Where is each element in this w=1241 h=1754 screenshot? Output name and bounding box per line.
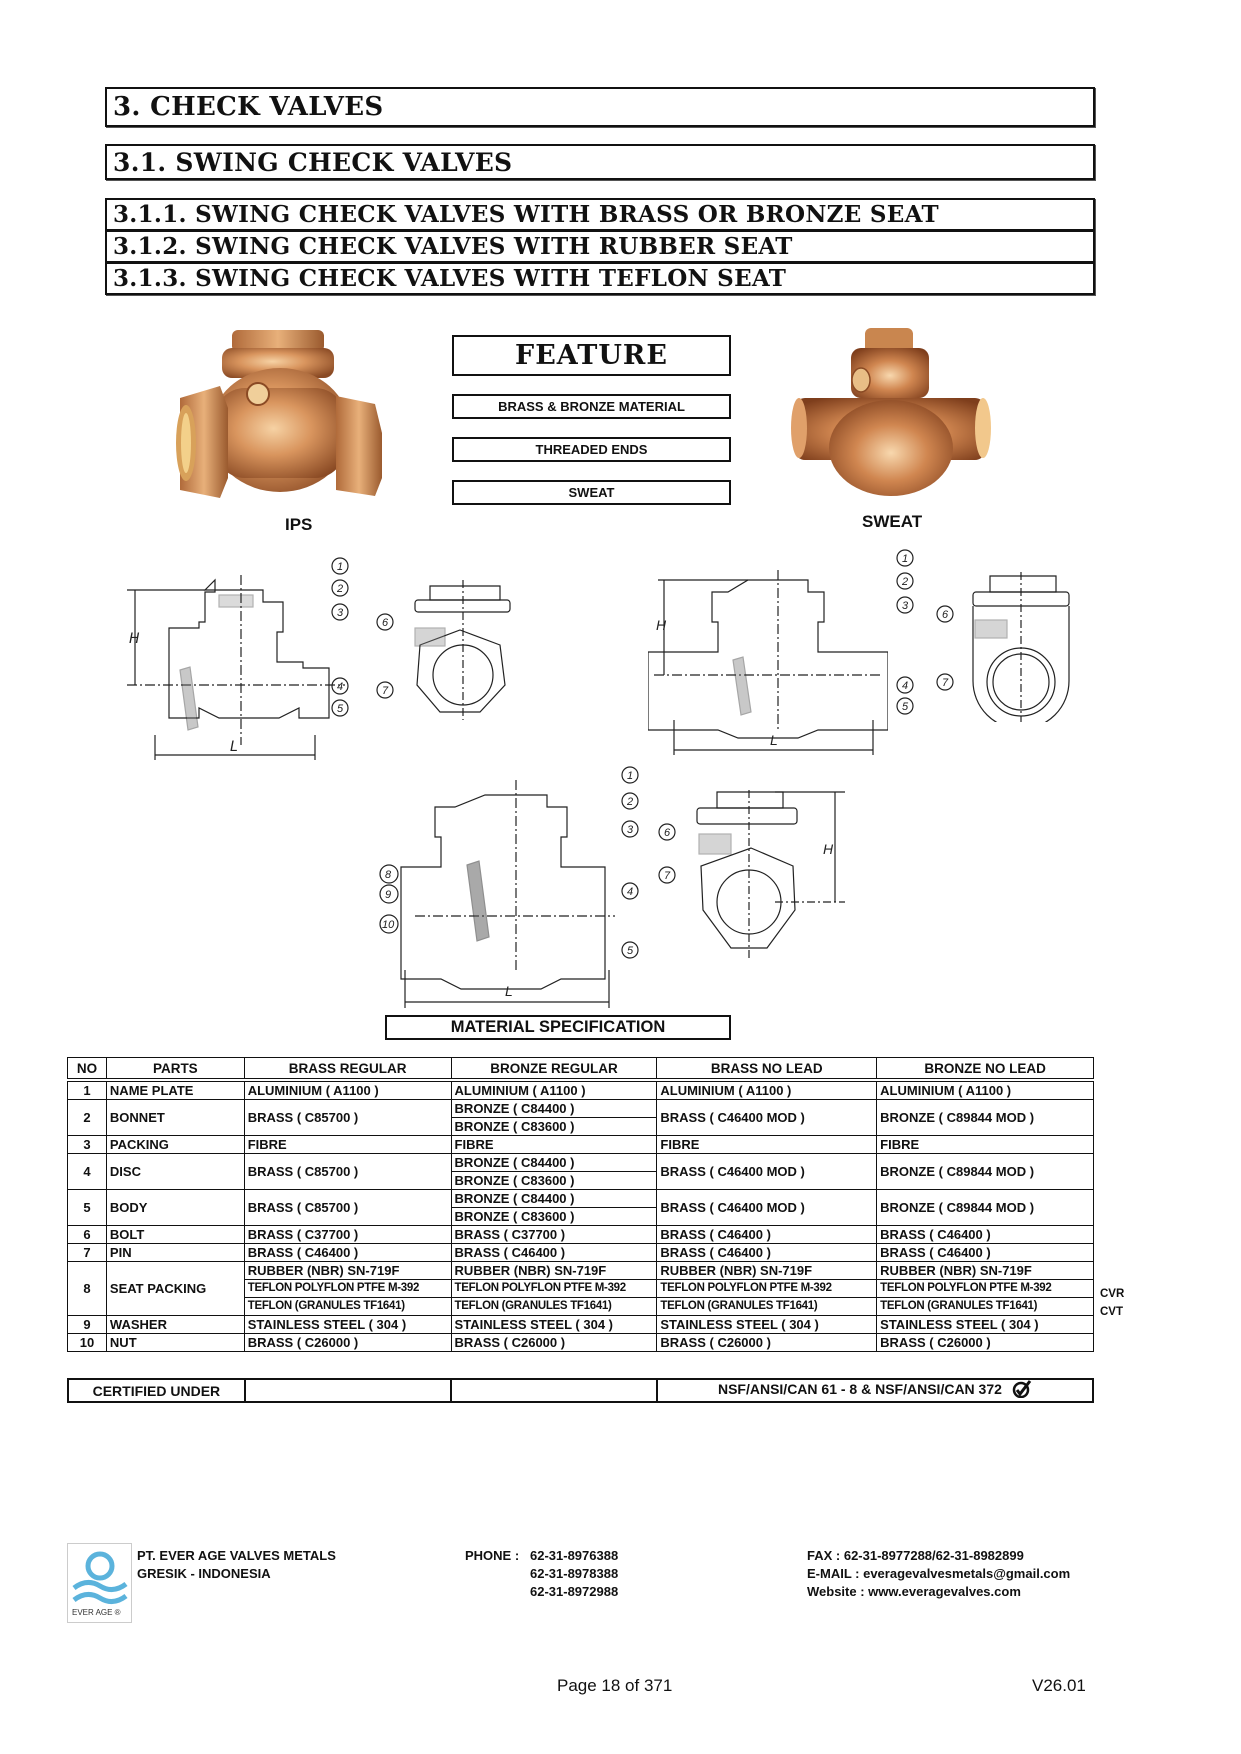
table-subrow: BRONZE ( C83600 ) — [68, 1172, 1094, 1190]
logo-text: EVER AGE ® — [72, 1608, 121, 1617]
col-header-no: NO — [68, 1058, 107, 1081]
svg-text:3: 3 — [627, 824, 634, 836]
svg-text:1: 1 — [902, 553, 909, 565]
feature-sweat: SWEAT — [452, 480, 731, 505]
version-number: V26.01 — [1032, 1676, 1086, 1695]
certified-label: CERTIFIED UNDER — [68, 1379, 245, 1402]
certified-empty-1 — [245, 1379, 452, 1402]
phone-numbers — [530, 1547, 618, 1601]
svg-text:10: 10 — [382, 919, 395, 931]
sweat-caption: SWEAT — [862, 512, 923, 531]
col-header-brass-regular: BRASS REGULAR — [244, 1058, 451, 1081]
table-row: 9 WASHER STAINLESS STEEL ( 304 ) STAINLESS STEEL ( 304 ) STAINLESS STEEL ( 304 ) STAINLESS STEEL ( 304 ) — [68, 1316, 1094, 1334]
col-header-brass-no-lead: BRASS NO LEAD — [657, 1058, 877, 1081]
svg-text:7: 7 — [664, 870, 671, 882]
phone-label: PHONE : — [465, 1548, 520, 1563]
table-row: 8 SEAT PACKING RUBBER (NBR) SN-719F RUBBER (NBR) SN-719F RUBBER (NBR) SN-719F RUBBER (NBR) SN-719F — [68, 1262, 1094, 1280]
feature-threaded-ends: THREADED ENDS — [452, 437, 731, 462]
feature-title: FEATURE — [452, 335, 731, 376]
col-header-bronze-regular: BRONZE REGULAR — [451, 1058, 657, 1081]
svg-text:6: 6 — [942, 609, 949, 621]
svg-text:4: 4 — [337, 681, 344, 693]
ever-age-logo — [67, 1543, 132, 1623]
phone-3: 62-31-8972988 — [530, 1584, 619, 1599]
teflon-side-view-drawing — [655, 790, 855, 960]
svg-text:2: 2 — [337, 583, 344, 595]
page-number: Page 18 of 371 — [557, 1676, 673, 1695]
phone-block — [465, 1547, 519, 1565]
teflon-callouts — [618, 765, 643, 965]
company-name: PT. EVER AGE VALVES METALS — [137, 1548, 336, 1563]
svg-text:6: 6 — [382, 617, 389, 629]
svg-text:1: 1 — [337, 561, 344, 573]
svg-text:4: 4 — [627, 886, 634, 898]
check-badge-icon — [1012, 1380, 1032, 1401]
sweat-valve-photo — [785, 320, 995, 505]
ips-caption: IPS — [285, 515, 313, 534]
material-spec-table — [67, 1057, 1094, 1352]
table-header-row — [68, 1058, 1094, 1081]
teflon-seat-section-drawing — [375, 770, 655, 1010]
section-heading: 3. CHECK VALVES — [105, 87, 1095, 127]
subsubsection-heading-brass-bronze-seat: 3.1.1. SWING CHECK VALVES WITH BRASS OR BRONZE SEAT — [105, 198, 1095, 231]
table-row: 1 NAME PLATE ALUMINIUM ( A1100 ) ALUMINIUM ( A1100 ) ALUMINIUM ( A1100 ) ALUMINIUM ( A1100 ) — [68, 1080, 1094, 1100]
svg-text:2: 2 — [902, 576, 909, 588]
col-header-bronze-no-lead: BRONZE NO LEAD — [877, 1058, 1094, 1081]
company-block — [137, 1547, 336, 1583]
side-code-cvt: CVT — [1100, 1306, 1123, 1318]
svg-text:H: H — [823, 841, 834, 857]
certified-row — [67, 1378, 1094, 1403]
svg-text:5: 5 — [627, 945, 634, 957]
table-subrow: TEFLON (GRANULES TF1641) TEFLON (GRANULES TF1641) TEFLON (GRANULES TF1641) TEFLON (GRANULES TF1641) — [68, 1298, 1094, 1316]
svg-text:6: 6 — [664, 827, 671, 839]
feature-brass-bronze-material: BRASS & BRONZE MATERIAL — [452, 394, 731, 419]
table-row: 3 PACKING FIBRE FIBRE FIBRE FIBRE — [68, 1136, 1094, 1154]
ips-valve-photo — [170, 318, 390, 508]
table-subrow: BRONZE ( C83600 ) — [68, 1118, 1094, 1136]
sweat-callouts — [893, 548, 918, 718]
table-subrow: TEFLON POLYFLON PTFE M-392 TEFLON POLYFLON PTFE M-392 TEFLON POLYFLON PTFE M-392 TEFLON POLYFLON PTFE M-392 — [68, 1280, 1094, 1298]
svg-text:4: 4 — [902, 680, 909, 692]
table-subrow: BRONZE ( C83600 ) — [68, 1208, 1094, 1226]
certified-empty-2 — [451, 1379, 657, 1402]
certified-value-cell — [657, 1379, 1093, 1402]
ips-side-view-drawing — [375, 580, 515, 720]
email-link[interactable]: E-MAIL : everagevalvesmetals@gmail.com — [807, 1566, 1071, 1581]
table-row: 6 BOLT BRASS ( C37700 ) BRASS ( C37700 ) BRASS ( C46400 ) BRASS ( C46400 ) — [68, 1226, 1094, 1244]
svg-text:2: 2 — [627, 796, 634, 808]
subsection-heading: 3.1. SWING CHECK VALVES — [105, 144, 1095, 180]
svg-text:H: H — [656, 617, 667, 633]
phone-1: 62-31-8976388 — [530, 1548, 619, 1563]
dim-h-label: H — [129, 631, 140, 647]
svg-text:5: 5 — [902, 701, 909, 713]
svg-text:7: 7 — [382, 685, 389, 697]
sweat-side-view-drawing — [935, 572, 1075, 722]
sweat-section-drawing — [648, 570, 888, 760]
certified-value: NSF/ANSI/CAN 61 - 8 & NSF/ANSI/CAN 372 — [717, 1381, 1002, 1398]
table-row: 5 BODY BRASS ( C85700 ) BRONZE ( C84400 ) BRASS ( C46400 MOD ) BRONZE ( C89844 MOD ) — [68, 1190, 1094, 1208]
material-specification-title: MATERIAL SPECIFICATION — [385, 1015, 731, 1040]
table-row: 4 DISC BRASS ( C85700 ) BRONZE ( C84400 ) BRASS ( C46400 MOD ) BRONZE ( C89844 MOD ) — [68, 1154, 1094, 1172]
svg-text:3: 3 — [902, 600, 909, 612]
svg-text:7: 7 — [942, 677, 949, 689]
subsubsection-heading-rubber-seat: 3.1.2. SWING CHECK VALVES WITH RUBBER SEAT — [105, 230, 1095, 263]
col-header-parts: PARTS — [106, 1058, 244, 1081]
phone-2: 62-31-8978388 — [530, 1566, 619, 1581]
table-row: 10 NUT BRASS ( C26000 ) BRASS ( C26000 ) BRASS ( C26000 ) BRASS ( C26000 ) — [68, 1334, 1094, 1352]
website-link[interactable]: Website : www.everagevalves.com — [807, 1584, 1021, 1599]
svg-text:9: 9 — [385, 889, 392, 901]
svg-text:8: 8 — [385, 869, 392, 881]
table-row: 2 BONNET BRASS ( C85700 ) BRONZE ( C84400 ) BRASS ( C46400 MOD ) BRONZE ( C89844 MOD ) — [68, 1100, 1094, 1118]
side-code-cvr: CVR — [1100, 1288, 1125, 1300]
table-row: 7 PIN BRASS ( C46400 ) BRASS ( C46400 ) BRASS ( C46400 ) BRASS ( C46400 ) — [68, 1244, 1094, 1262]
svg-text:3: 3 — [337, 607, 344, 619]
ips-section-drawing — [115, 555, 355, 765]
svg-text:5: 5 — [337, 703, 344, 715]
svg-text:L: L — [230, 739, 238, 755]
subsubsection-heading-teflon-seat: 3.1.3. SWING CHECK VALVES WITH TEFLON SEAT — [105, 262, 1095, 295]
svg-text:L: L — [505, 983, 513, 999]
company-location: GRESIK - INDONESIA — [137, 1566, 271, 1581]
svg-text:1: 1 — [627, 770, 634, 782]
contact-block — [807, 1547, 1070, 1601]
fax: FAX : 62-31-8977288/62-31-8982899 — [807, 1548, 1024, 1563]
svg-text:L: L — [770, 732, 778, 748]
ips-callouts — [328, 556, 353, 746]
